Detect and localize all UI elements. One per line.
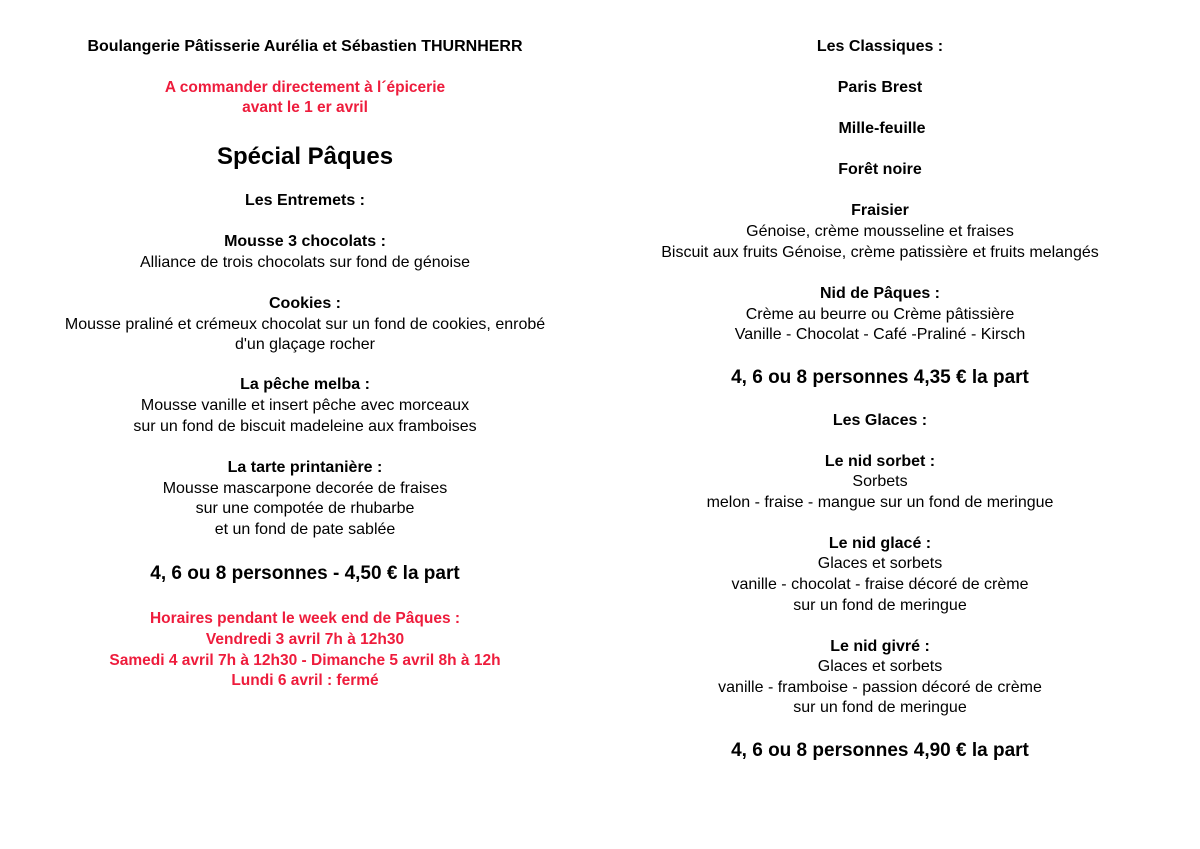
classiques-heading: Les Classiques : bbox=[816, 38, 944, 55]
shop-name: Boulangerie Pâtisserie Aurélia et Sébastien THURNHERR bbox=[87, 38, 523, 55]
item-desc: vanille - chocolat - fraise décoré de crème bbox=[731, 576, 1029, 593]
item-desc: Mousse vanille et insert pêche avec morceaux bbox=[140, 397, 470, 414]
item-desc: sur un fond de biscuit madeleine aux framboises bbox=[133, 418, 477, 435]
item-desc: et un fond de pate sablée bbox=[214, 521, 396, 538]
classique-item: Mille-feuille bbox=[838, 120, 926, 137]
item-desc: sur un fond de meringue bbox=[793, 699, 967, 716]
glaces-price: 4, 6 ou 8 personnes 4,90 € la part bbox=[731, 740, 1029, 761]
item-desc: sur une compotée de rhubarbe bbox=[195, 500, 415, 517]
order-note-line-1: A commander directement à l´épicerie bbox=[164, 79, 446, 96]
hours-line: Vendredi 3 avril 7h à 12h30 bbox=[205, 631, 405, 648]
item-desc: Crème au beurre ou Crème pâtissière bbox=[745, 306, 1015, 323]
item-desc: Mousse mascarpone decorée de fraises bbox=[162, 480, 448, 497]
order-note-line-2: avant le 1 er avril bbox=[242, 99, 368, 116]
item-name: La tarte printanière : bbox=[227, 459, 383, 476]
glaces-heading: Les Glaces : bbox=[832, 412, 928, 429]
item-name: Nid de Pâques : bbox=[819, 285, 941, 302]
item-name: Mousse 3 chocolats : bbox=[224, 233, 386, 250]
item-desc: Glaces et sorbets bbox=[817, 555, 943, 572]
classique-item: Paris Brest bbox=[837, 79, 923, 96]
item-name: Le nid glacé : bbox=[828, 535, 932, 552]
item-desc: Alliance de trois chocolats sur fond de génoise bbox=[140, 254, 470, 271]
item-name: Le nid sorbet : bbox=[824, 453, 936, 470]
hours-line: Samedi 4 avril 7h à 12h30 - Dimanche 5 avril 8h à 12h bbox=[109, 652, 501, 669]
special-title: Spécial Pâques bbox=[216, 143, 394, 170]
entremets-price: 4, 6 ou 8 personnes - 4,50 € la part bbox=[150, 563, 460, 584]
hours-heading: Horaires pendant le week end de Pâques : bbox=[149, 610, 461, 627]
item-desc: Mousse praliné et crémeux chocolat sur un fond de cookies, enrobé bbox=[64, 316, 546, 333]
hours-line: Lundi 6 avril : fermé bbox=[231, 672, 379, 689]
item-desc: sur un fond de meringue bbox=[793, 597, 967, 614]
item-name: Le nid givré : bbox=[830, 638, 930, 655]
item-desc: d'un glaçage rocher bbox=[234, 336, 376, 353]
classiques-price: 4, 6 ou 8 personnes 4,35 € la part bbox=[731, 367, 1029, 388]
item-desc: Glaces et sorbets bbox=[817, 658, 943, 675]
item-desc: Génoise, crème mousseline et fraises bbox=[746, 223, 1014, 240]
classique-item: Forêt noire bbox=[838, 161, 922, 178]
item-desc: Biscuit aux fruits Génoise, crème patissière et fruits melangés bbox=[661, 244, 1099, 261]
entremets-heading: Les Entremets : bbox=[244, 192, 366, 209]
item-name: Fraisier bbox=[851, 202, 909, 219]
item-name: La pêche melba : bbox=[240, 376, 370, 393]
item-desc: vanille - framboise - passion décoré de crème bbox=[718, 679, 1042, 696]
item-desc: Sorbets bbox=[852, 473, 908, 490]
item-desc: Vanille - Chocolat - Café -Praliné - Kirsch bbox=[734, 326, 1026, 343]
item-name: Cookies : bbox=[268, 295, 341, 312]
item-desc: melon - fraise - mangue sur un fond de meringue bbox=[706, 494, 1054, 511]
